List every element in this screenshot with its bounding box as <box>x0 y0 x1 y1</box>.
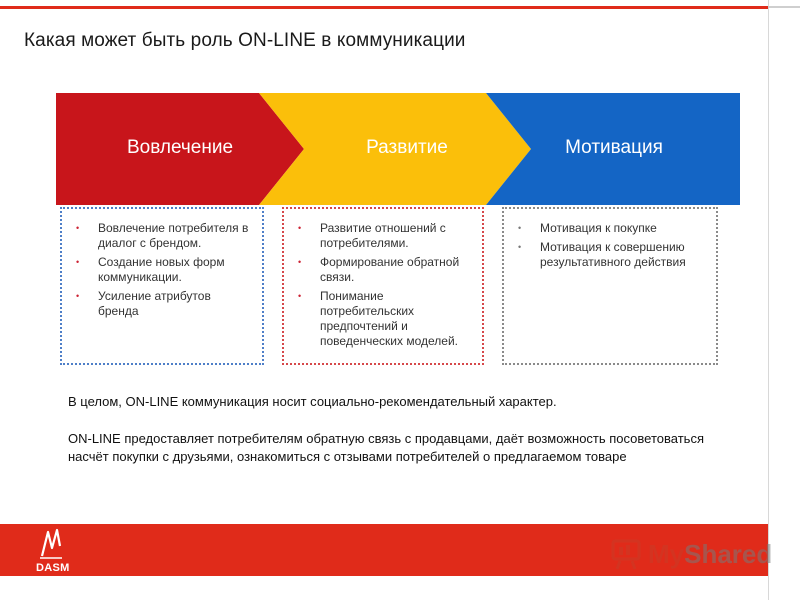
presentation-board-icon <box>610 537 644 571</box>
box-1-list <box>72 221 254 319</box>
list-item: • Создание новых форм коммуникации. <box>76 255 225 284</box>
watermark-text: MyShared <box>648 538 773 569</box>
list-item: • Понимание потребительских предпочтений и поведенческих моделей. <box>298 289 458 348</box>
myshared-watermark <box>610 534 772 574</box>
bullet: • <box>298 257 302 267</box>
top-gray-line <box>768 6 800 8</box>
box-vovlechenie <box>60 207 264 365</box>
list-item: • Вовлечение потребителя в диалог с брендом. <box>76 221 249 250</box>
bullet: • <box>298 223 302 233</box>
list-item: • Мотивация к совершению результативного действия <box>518 240 686 269</box>
bullet: • <box>76 291 80 301</box>
bullet: • <box>518 223 522 233</box>
dasm-logo-mark-icon <box>32 526 78 560</box>
dasm-logo-text: DASM <box>36 562 70 574</box>
stage-label-2: Развитие <box>366 137 448 158</box>
box-motivatsiya <box>502 207 718 365</box>
bullet: • <box>76 223 80 233</box>
bullet: • <box>298 291 302 301</box>
list-item: • Мотивация к покупке <box>518 221 657 235</box>
stage-label-3: Мотивация <box>565 137 663 158</box>
stage-label-1: Вовлечение <box>126 137 234 158</box>
box-razvitie <box>282 207 484 365</box>
box-2-list <box>294 221 474 349</box>
box-3-list <box>514 221 708 270</box>
list-item: • Развитие отношений с потребителями. <box>298 221 446 250</box>
bullet: • <box>76 257 80 267</box>
list-item: • Усиление атрибутов бренда <box>76 289 211 318</box>
slide-title: Какая может быть роль ON-LINE в коммуникации <box>24 30 466 51</box>
top-accent-line <box>0 6 768 9</box>
conclusion-line-2: ON-LINE предоставляет потребителям обратную связь с продавцами, даёт возможность посоветоваться насчёт покупки с друзьями, ознакомиться с отзывами потребителей о предлагаемом товаре <box>68 431 704 464</box>
list-item: • Формирование обратной связи. <box>298 255 460 284</box>
bullet: • <box>518 242 522 252</box>
conclusion-line-1: В целом, ON-LINE коммуникация носит социально-рекомендательный характер. <box>68 394 557 409</box>
